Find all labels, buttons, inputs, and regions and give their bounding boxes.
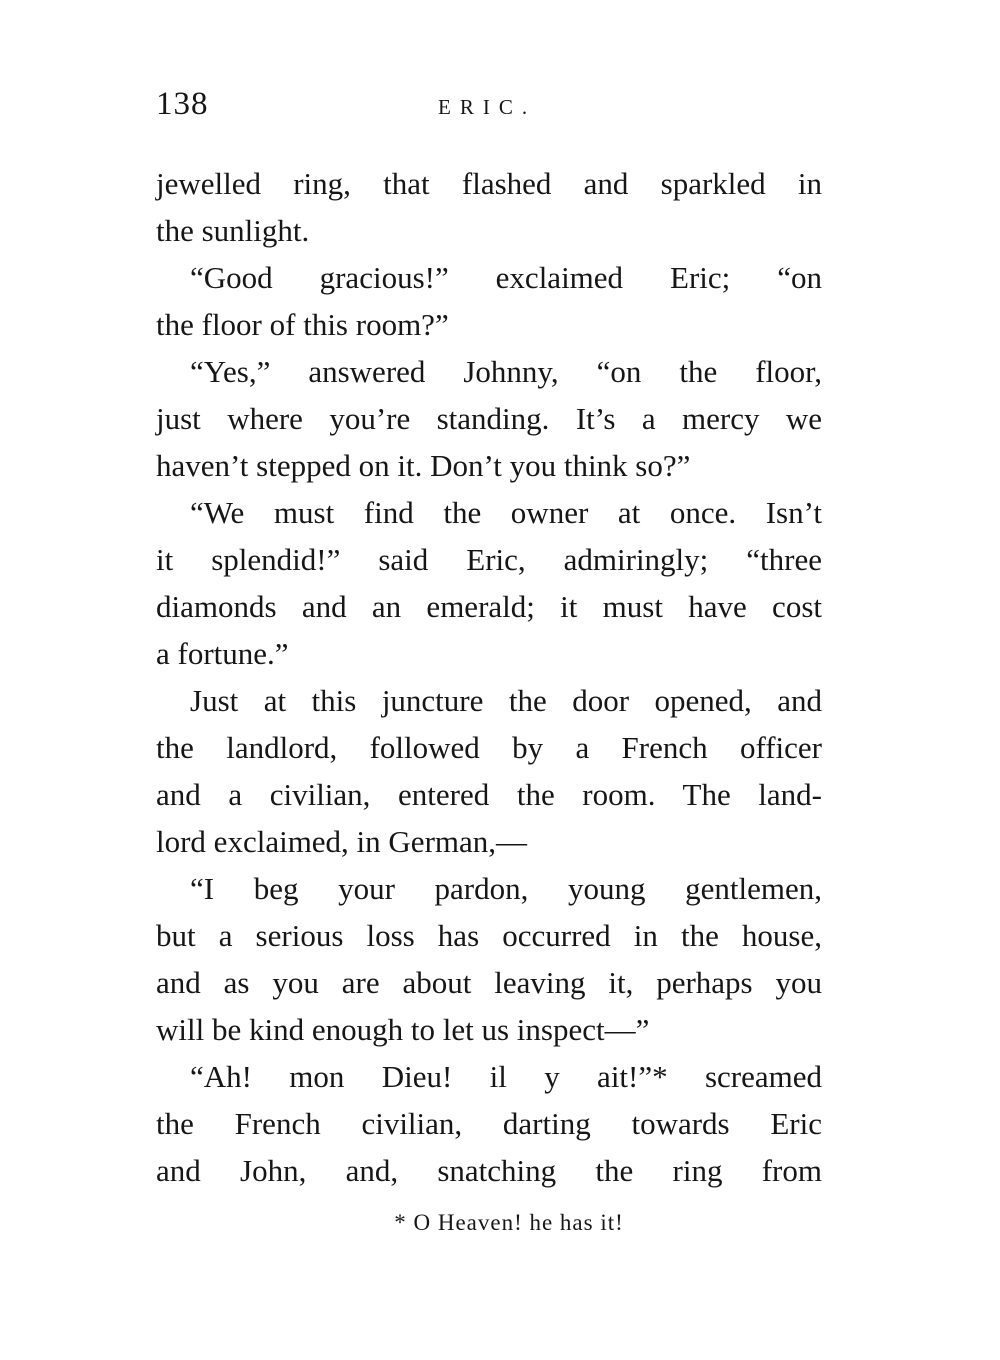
text-line: diamonds and an emerald; it must have cost xyxy=(156,589,822,624)
text-line: and as you are about leaving it, perhaps you xyxy=(156,965,822,1000)
page-header xyxy=(156,86,824,132)
text-line: and a civilian, entered the room. The land- xyxy=(156,777,822,812)
text-line: a fortune.” xyxy=(156,636,289,671)
body-text xyxy=(156,160,822,1194)
text-line: and John, and, snatching the ring from xyxy=(156,1153,822,1188)
text-line: “Ah! mon Dieu! il y ait!”* screamed xyxy=(190,1059,822,1094)
text-line: the sunlight. xyxy=(156,213,310,248)
text-line: the floor of this room?” xyxy=(156,307,449,342)
text-line: “Yes,” answered Johnny, “on the floor, xyxy=(190,354,822,389)
text-line: haven’t stepped on it. Don’t you think so?” xyxy=(156,448,691,483)
text-line: “Good gracious!” exclaimed Eric; “on xyxy=(190,260,822,295)
text-line: “I beg your pardon, young gentlemen, xyxy=(190,871,822,906)
text-line: lord exclaimed, in German,— xyxy=(156,824,528,859)
text-line: the French civilian, darting towards Eric xyxy=(156,1106,822,1141)
text-line: Just at this juncture the door opened, and xyxy=(190,683,822,718)
text-line: just where you’re standing. It’s a mercy we xyxy=(156,401,822,436)
page-number: 138 xyxy=(156,86,209,122)
text-line: the landlord, followed by a French officer xyxy=(156,730,822,765)
text-line: jewelled ring, that flashed and sparkled in xyxy=(156,166,822,201)
text-line: “We must find the owner at once. Isn’t xyxy=(190,495,822,530)
text-line: it splendid!” said Eric, admiringly; “three xyxy=(156,542,822,577)
text-line: will be kind enough to let us inspect—” xyxy=(156,1012,650,1047)
footnote-text: * O Heaven! he has it! xyxy=(394,1210,624,1235)
text-line: but a serious loss has occurred in the house, xyxy=(156,918,822,953)
running-title: ERIC. xyxy=(438,95,537,119)
footnote xyxy=(0,1210,1000,1236)
